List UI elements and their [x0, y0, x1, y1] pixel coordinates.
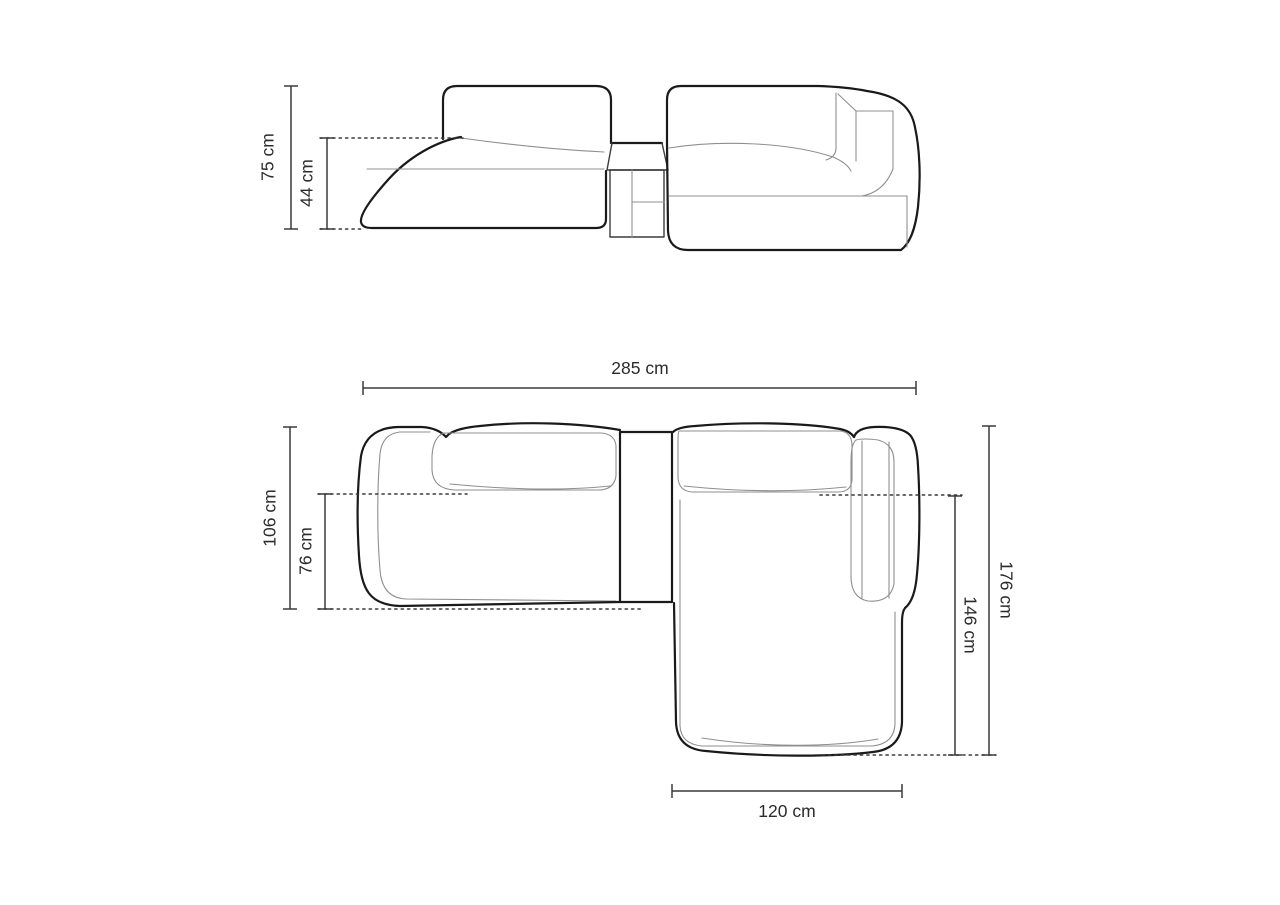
plan-right-top-edge [673, 423, 854, 437]
plan-left-module [358, 423, 620, 606]
dimension-left-seat-depth [296, 494, 642, 609]
dim-label-seat-height: 44 cm [296, 159, 317, 207]
front-left-module [361, 86, 611, 228]
plan-chaise-front-crease [702, 738, 878, 745]
dim-label-overall-width: 285 cm [611, 358, 669, 378]
plan-left-seat-inner [378, 432, 616, 601]
plan-left-outer-outline [358, 423, 620, 606]
front-left-backrest-outline [443, 86, 611, 143]
shelf-front-face [610, 170, 664, 237]
front-right-backrest-edge [826, 93, 836, 160]
dimension-chaise-width [672, 784, 902, 821]
plan-right-cushion-crease [684, 486, 846, 491]
dim-label-chaise-depth: 146 cm [960, 596, 981, 654]
front-shelf-unit [607, 143, 668, 237]
plan-left-cushion-crease [450, 484, 610, 489]
plan-armrest-cushion [851, 439, 894, 601]
plan-armrest-creases [862, 441, 889, 599]
dimension-overall-height [258, 86, 298, 229]
front-right-seat-front-edge [669, 196, 907, 247]
plan-chaise-seat-inner [680, 500, 895, 746]
front-right-module [667, 86, 920, 250]
shelf-tabletop [607, 143, 668, 170]
dim-label-chaise-width: 120 cm [758, 801, 816, 821]
dim-label-overall-height: 75 cm [257, 133, 278, 181]
plan-connector-unit [620, 432, 672, 602]
dimension-seat-height [297, 138, 463, 229]
plan-left-backrest-cushion [432, 433, 616, 490]
dim-label-left-depth: 106 cm [259, 489, 280, 547]
front-left-cushion-top-edge [461, 138, 604, 152]
dimension-chaise-depth [820, 495, 996, 755]
front-left-seat-outline [361, 137, 606, 228]
plan-right-armrest-and-chaise-outline [674, 427, 919, 756]
top-plan-view [260, 358, 1017, 821]
dimension-right-overall-depth [982, 426, 1016, 755]
front-elevation-view [258, 86, 920, 250]
dim-label-right-overall-depth: 176 cm [996, 561, 1017, 619]
front-right-cushion-top-edge [669, 143, 851, 171]
dimension-overall-width [363, 358, 916, 395]
dim-label-left-seat-depth: 76 cm [295, 527, 316, 575]
plan-right-module [673, 423, 919, 755]
plan-right-backrest-cushion [678, 431, 852, 492]
dimension-left-depth [260, 427, 297, 609]
front-right-armrest-inner-panel [838, 94, 893, 196]
